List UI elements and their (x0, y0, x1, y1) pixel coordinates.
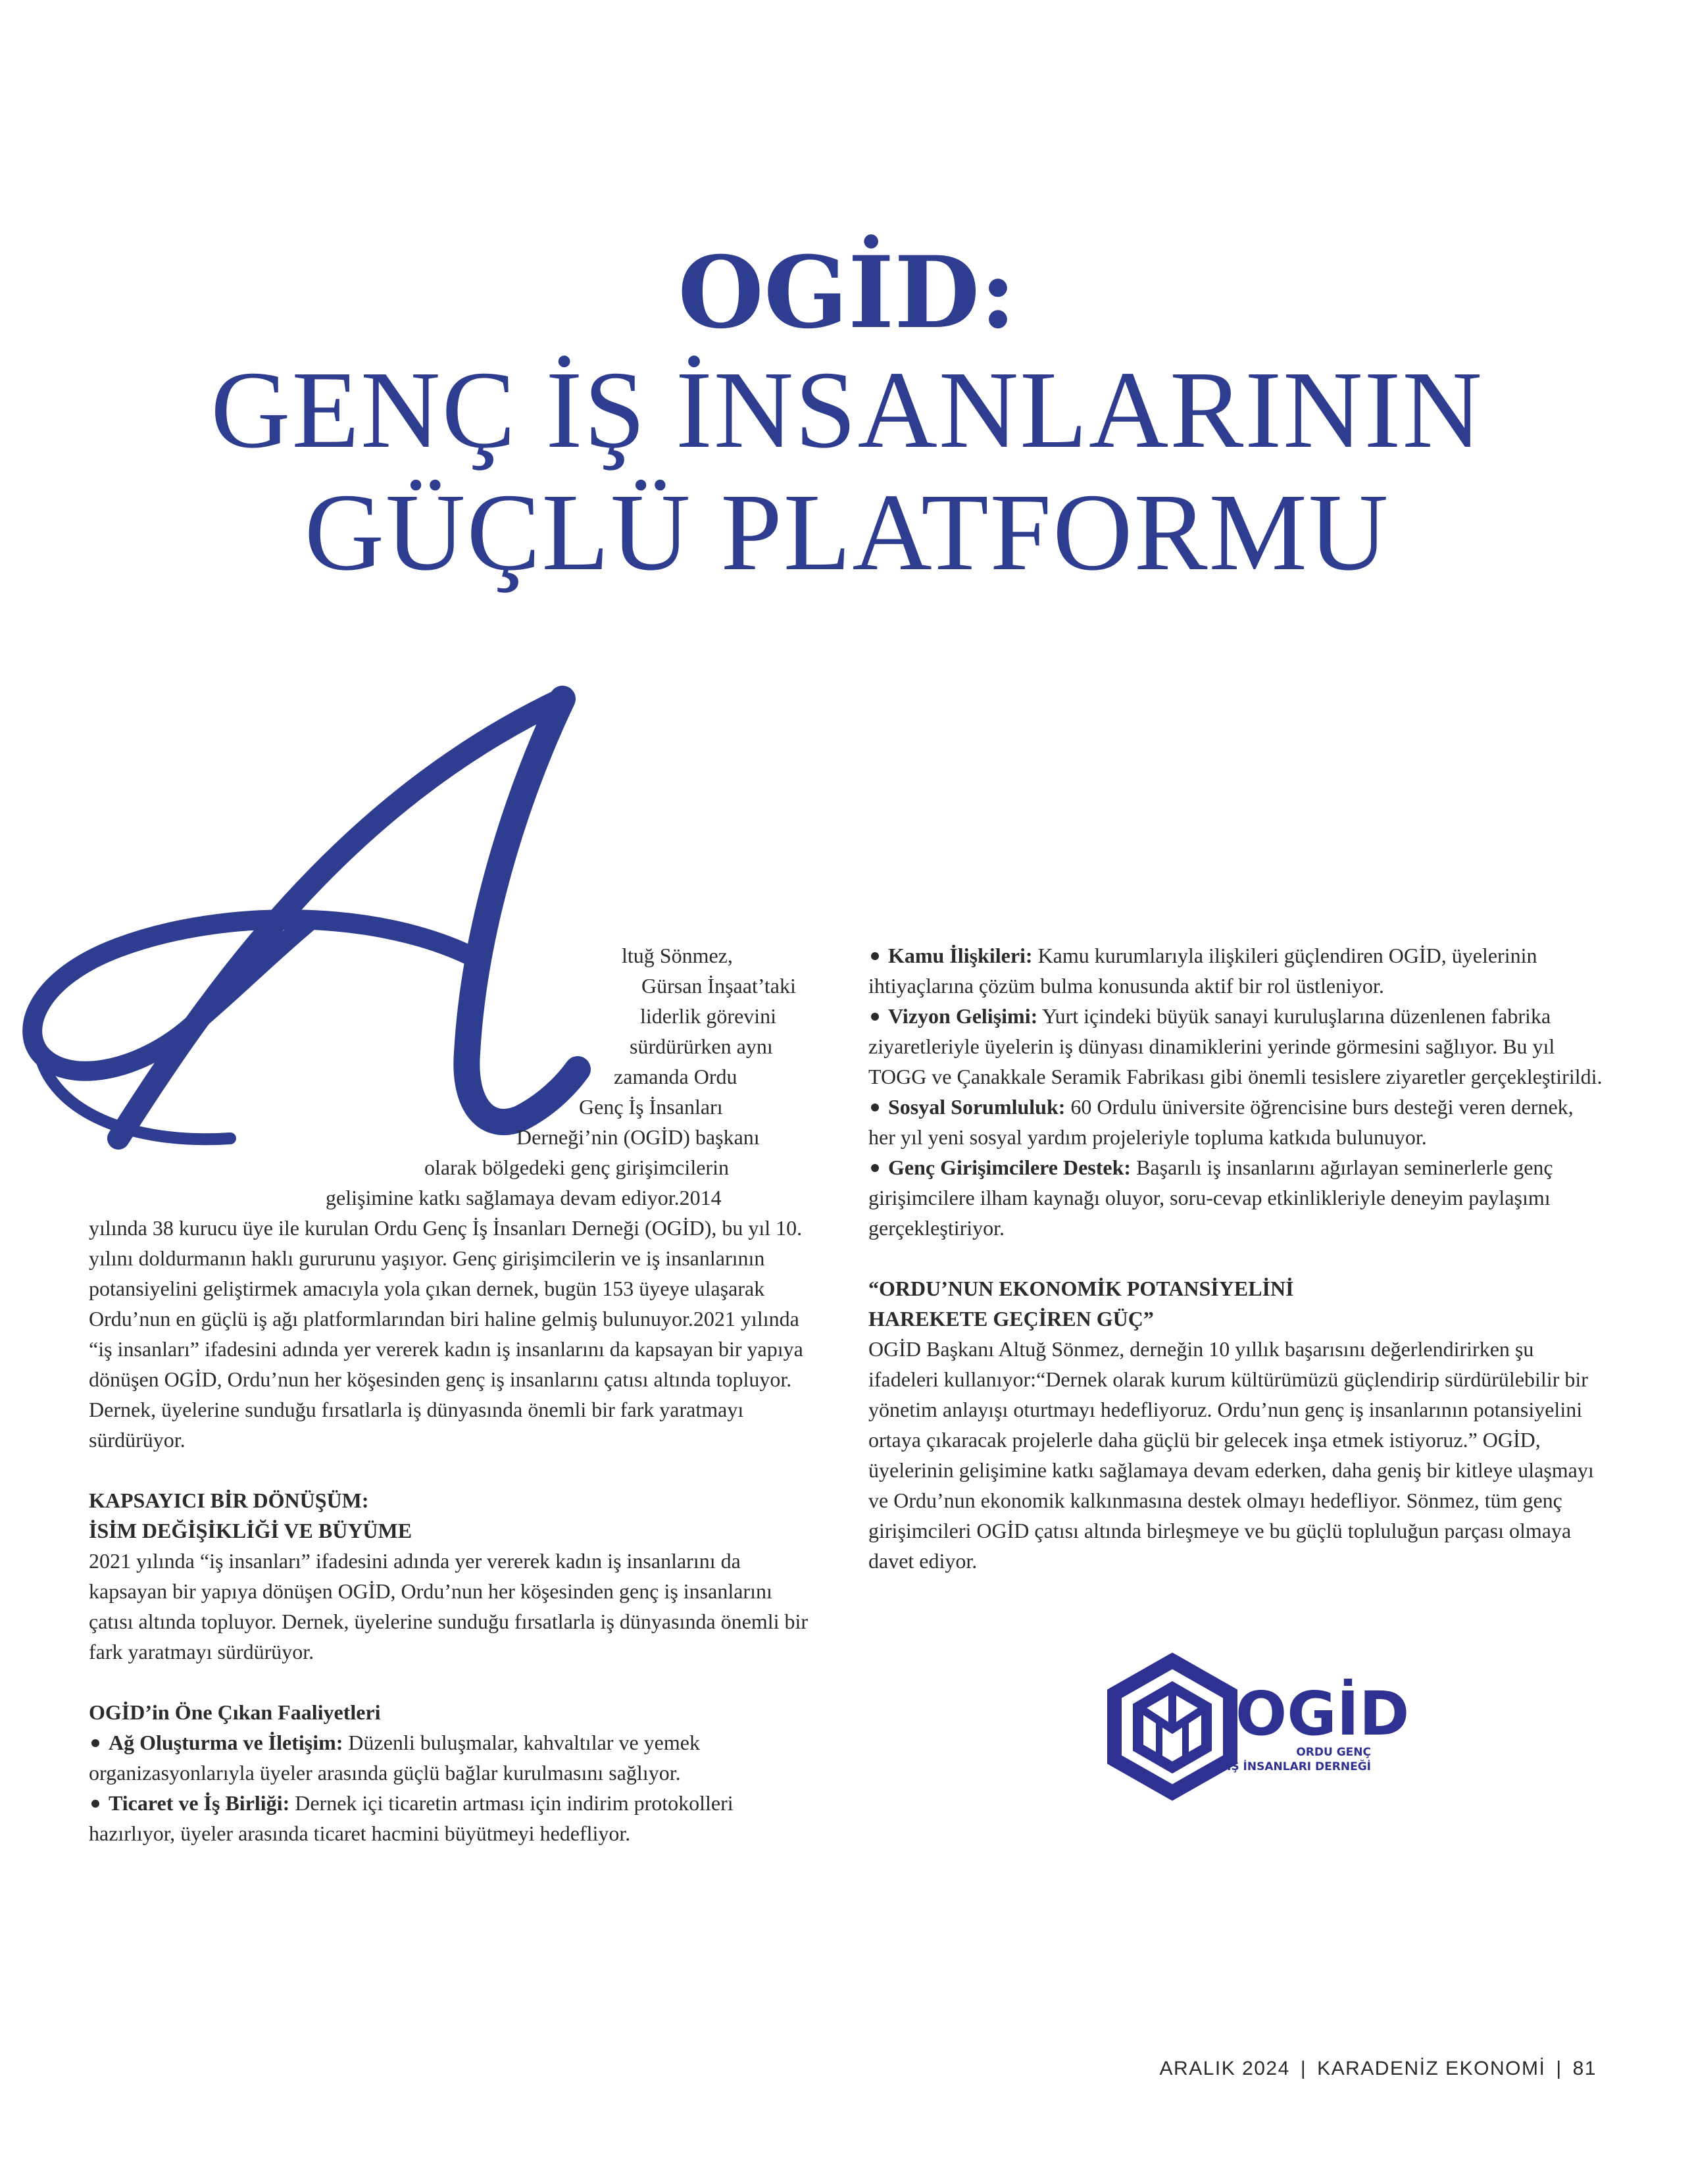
section-heading-kapsayici (89, 1485, 819, 1546)
section-heading-ekonomik (868, 1273, 1605, 1334)
bullet-label: Kamu İlişkileri: (888, 944, 1033, 967)
ogid-logo (1107, 1657, 1410, 1795)
article-title (0, 237, 1694, 594)
logo-subtitle-1: ORDU GENÇ (1296, 1746, 1371, 1759)
section-body-ekonomik: OGİD Başkanı Altuğ Sönmez, derneğin 10 yıllık başarısını değerlendirirken şu ifadeleri kullanıyor:“Dernek olarak kurum kültürümüzü güçlendirip sürdürülebilir bir yönetim anlayışı oturtmayı hedefliyoruz. Ordu’nun genç iş insanlarının potansiyelini ortaya çıkaracak projelerle daha güçlü bir gelecek inşa etmek istiyoruz.” OGİD, üyelerinin gelişimine katkı sağlamaya devam ederken, daha geniş bir kitleye ulaşmayı ve Ordu’nun ekonomik kalkınmasına destek olmayı hedefliyor. Sönmez, tüm genç girişimcileri OGİD çatısı altında birleşmeye ve bu güçlü topluluğun parçası olmaya davet ediyor. (868, 1337, 1594, 1573)
section-heading-faaliyetler: OGİD’in Öne Çıkan Faaliyetleri (89, 1700, 381, 1724)
bullet-text: Başarılı iş insanlarını ağırlayan seminerlerle genç girişimcilere ilham kaynağı oluyor, soru-cevap etkinlikleriyle deneyim paylaşımı gerçekleştiriyor. (868, 1155, 1553, 1240)
bullet-icon (91, 1800, 99, 1808)
lead-line: liderlik görevini (640, 1004, 777, 1028)
footer-divider: | (1300, 2058, 1307, 2079)
title-line-1: OGİD: (678, 235, 1016, 351)
lead-line: Genç İş İnsanları (579, 1095, 723, 1119)
heading-line: İSİM DEĞİŞİKLİĞİ VE BÜYÜME (89, 1519, 412, 1542)
left-column (89, 940, 819, 1848)
bullet-icon (871, 1104, 879, 1111)
bullet-text: Düzenli buluşmalar, kahvaltılar ve yemek organizasyonlarıyla üyeler arasında güçlü bağlar kurulmasını sağlıyor. (89, 1731, 700, 1785)
lead-line: gelişimine katkı sağlamaya devam ediyor.2014 (326, 1186, 722, 1209)
right-column (868, 940, 1605, 1576)
lead-line: Gürsan İnşaat’taki (641, 974, 796, 998)
intro-lead (89, 940, 819, 1213)
lead-line: sürdürürken aynı (630, 1034, 773, 1058)
footer-magazine: KARADENİZ EKONOMİ (1317, 2058, 1546, 2079)
heading-line: “ORDU’NUN EKONOMİK POTANSİYELİNİ (868, 1277, 1294, 1300)
bullet-text: Kamu kurumlarıyla ilişkileri güçlendiren OGİD, üyelerinin ihtiyaçlarına çözüm bulma konusunda aktif bir rol üstleniyor. (868, 944, 1537, 998)
bullet-icon (871, 1013, 879, 1021)
footer-month: ARALIK 2024 (1159, 2058, 1290, 2079)
logo-wordmark: OGİD (1235, 1679, 1410, 1749)
lead-line: zamanda Ordu (614, 1065, 737, 1088)
lead-line: ltuğ Sönmez, (622, 944, 733, 967)
bullet-icon (91, 1739, 99, 1747)
page-number: 81 (1572, 2058, 1597, 2079)
heading-line: HAREKETE GEÇİREN GÜÇ” (868, 1307, 1154, 1331)
list-item (868, 940, 1605, 1001)
heading-line: KAPSAYICI BİR DÖNÜŞÜM: (89, 1488, 369, 1512)
intro-body: yılında 38 kurucu üye ile kurulan Ordu Genç İş İnsanları Derneği (OGİD), bu yıl 10. yılını doldurmanın haklı gururunu yaşıyor. Genç girişimcilerin ve iş insanlarının potansiyelini geliştirmek amacıyla yola çıkan dernek, bugün 153 üyeye ulaşarak Ordu’nun en güçlü iş ağı platformlarından biri haline gelmiş bulunuyor.2021 yılında “iş insanları” ifadesini adında yer vererek kadın iş insanlarını da kapsayan bir yapıya dönüşen OGİD, Ordu’nun her köşesinden genç iş insanlarını çatısı altında topluyor. Dernek, üyelerine sunduğu fırsatlarla iş dünyasında önemli bir fark yaratmayı sürdürüyor. (89, 1216, 803, 1452)
bullet-text: Dernek içi ticaretin artması için indirim protokolleri hazırlıyor, üyeler arasında ticaret hacmini büyütmeyi hedefliyor. (89, 1791, 734, 1845)
lead-line: Derneği’nin (OGİD) başkanı (516, 1125, 760, 1149)
bullet-label: Genç Girişimcilere Destek: (888, 1155, 1132, 1179)
bullet-text: 60 Ordulu üniversite öğrencisine burs desteği veren dernek, her yıl yeni sosyal yardım projeleriyle topluma katkıda bulunuyor. (868, 1095, 1574, 1149)
bullet-label: Ağ Oluşturma ve İletişim: (109, 1731, 343, 1754)
page-footer (1160, 2058, 1597, 2080)
list-item (868, 1001, 1605, 1092)
bullet-text: Yurt içindeki büyük sanayi kuruluşlarına düzenlenen fabrika ziyaretleriyle üyelerin iş dünyası dinamiklerini yerinde görmesini sağlıyor. Bu yıl TOGG ve Çanakkale Seramik Fabrikası gibi önemli tesislere ziyaretler gerçekleştirildi. (868, 1004, 1603, 1088)
title-line-2: GENÇ İŞ İNSANLARININ (211, 349, 1483, 471)
bullet-label: Ticaret ve İş Birliği: (109, 1791, 290, 1815)
list-item (868, 1152, 1605, 1243)
footer-divider: | (1556, 2058, 1562, 2079)
section-body-kapsayici: 2021 yılında “iş insanları” ifadesini adında yer vererek kadın iş insanlarını da kapsayan bir yapıya dönüşen OGİD, Ordu’nun her köşesinden genç iş insanlarını çatısı altında topluyor. Dernek, üyelerine sunduğu fırsatlarla iş dünyasında önemli bir fark yaratmayı sürdürüyor. (89, 1549, 809, 1663)
bullet-label: Sosyal Sorumluluk: (888, 1095, 1066, 1119)
bullet-label: Vizyon Gelişimi: (888, 1004, 1038, 1028)
hexagon-cube-icon (1114, 1661, 1230, 1792)
title-line-3: GÜÇLÜ PLATFORMU (304, 471, 1390, 594)
lead-line: olarak bölgedeki genç girişimcilerin (424, 1155, 729, 1179)
list-item (868, 1092, 1605, 1152)
bullet-icon (871, 952, 879, 960)
logo-subtitle-2: İŞ İNSANLARI DERNEĞİ (1227, 1760, 1371, 1773)
list-item (89, 1788, 819, 1848)
bullet-icon (871, 1164, 879, 1172)
list-item (89, 1727, 819, 1788)
